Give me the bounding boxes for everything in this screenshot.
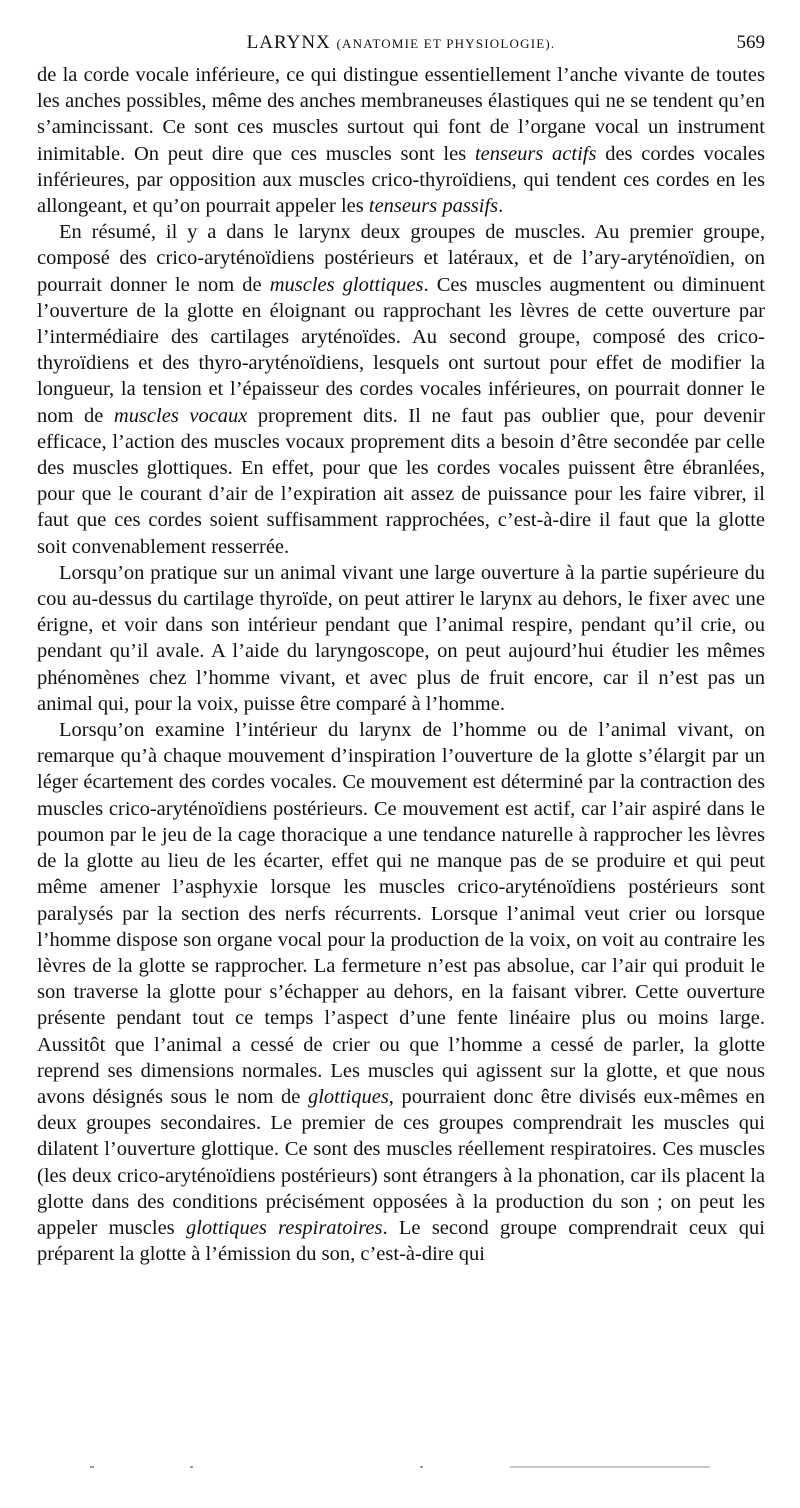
paragraph-1: de la corde vocale inférieure, ce qui distingue essentiellement l’anche vivante de toutes les anches possibles, même des anches membraneuses élastiques qui ne se tendent qu’en s’amincissant. Ce sont ces muscles surtout qui font de l’organe vocal un instrument inimitable. On peut dire que ces muscles sont les tenseurs actifs des cordes vocales inférieures, par opposition aux muscles crico-thyroïdiens, qui tendent ces cordes en les allongeant, et qu’on pourrait appeler les tenseurs passifs. — [37, 64, 765, 218]
emphasis-tenseurs-passifs: tenseurs passifs — [368, 195, 499, 218]
scan-speck — [190, 1466, 193, 1468]
scan-speck — [420, 1466, 423, 1468]
emphasis-muscles-glottiques: muscles glottiques — [269, 273, 424, 296]
paragraph-2: En résumé, il y a dans le larynx deux groupes de muscles. Au premier groupe, composé des crico-aryténoïdiens postérieurs et latéraux, et de l’ary-aryténoïdien, on pourrait donner le nom de muscles glottiques. Ces muscles augmentent ou diminuent l’ouverture de la glotte en éloignant ou rapprochant les lèvres de cette ouverture par l’intermédiaire des cartilages aryténoïdes. Au second groupe, composé des crico-thyroïdiens et des thyro-aryténoïdiens, lesquels ont surtout pour effet de modifier la longueur, la tension et l’épaisseur des cordes vocales inférieures, on pourrait donner le nom de muscles vocaux proprement dits. Il ne faut pas oublier que, pour devenir efficace, l’action des muscles vocaux proprement dits a besoin d’être secondée par celle des muscles glottiques. En effet, pour que les cordes vocales puissent être ébranlées, pour que le courant d’air de l’expiration ait assez de puissance pour les faire vibrer, il faut que ces cordes soient suffisamment rapprochées, c’est-à-dire il faut que la glotte soit convenablement resserrée. — [37, 221, 765, 558]
emphasis-glottiques: glottiques — [307, 1085, 389, 1108]
body-text — [37, 62, 765, 1267]
running-title-subtitle: (ANATOMIE ET PHYSIOLOGIE). — [336, 36, 556, 51]
paragraph-3: Lorsqu’on pratique sur un animal vivant une large ouverture à la partie supérieure du cou au-dessus du cartilage thyroïde, on peut attirer le larynx au dehors, le fixer avec une érigne, et voir dans son intérieur pendant que l’animal respire, pendant qu’il crie, ou pendant qu’il avale. A l’aide du laryngoscope, on peut aujourd’hui étudier les mêmes phénomènes chez l’homme vivant, et avec plus de fruit encore, car il n’est pas un animal qui, pour la voix, puisse être comparé à l’homme. — [37, 561, 765, 715]
emphasis-muscles-vocaux: muscles vocaux — [113, 404, 248, 427]
running-header — [37, 28, 765, 62]
scan-bleed-line — [510, 1466, 710, 1468]
paragraph-4: Lorsqu’on examine l’intérieur du larynx de l’homme ou de l’animal vivant, on remarque qu’à chaque mouvement d’inspiration l’ouverture de la glotte s’élargit par un léger écartement des cordes vocales. Ce mouvement est déterminé par la contraction des muscles crico-aryténoïdiens postérieurs. Ce mouvement est actif, car l’air aspiré dans le poumon par le jeu de la cage thoracique a une tendance naturelle à rapprocher les lèvres de la glotte au lieu de les écarter, effet qui ne manque pas de se produire et qui peut même amener l’asphyxie lorsque les muscles crico-aryténoïdiens postérieurs sont paralysés par la section des nerfs récurrents. Lorsque l’animal veut crier ou lorsque l’homme dispose son organe vocal pour la production de la voix, on voit au contraire les lèvres de la glotte se rapprocher. La fermeture n’est pas absolue, car l’air qui produit le son traverse la glotte pour s’échapper au dehors, en la faisant vibrer. Cette ouverture présente pendant tout ce temps l’aspect d’une fente linéaire plus ou moins large. Aussitôt que l’animal a cessé de crier ou que l’homme a cessé de parler, la glotte reprend ses dimensions normales. Les muscles qui agissent sur la glotte, et que nous avons désignés sous le nom de glottiques, pourraient donc être divisés eux-mêmes en deux groupes secondaires. Le premier de ces groupes comprendrait les muscles qui dilatent l’ouverture glottique. Ce sont des muscles réellement respiratoires. Ces muscles (les deux crico-aryténoïdiens postérieurs) sont étrangers à la phonation, car ils placent la glotte dans des conditions précisément opposées à la production du son ; on peut les appeler muscles glottiques respiratoires. Le second groupe comprendrait ceux qui préparent la glotte à l’émission du son, c’est-à-dire qui — [37, 719, 765, 1266]
scan-speck — [90, 1466, 94, 1468]
book-page — [37, 28, 765, 1267]
running-title-main: LARYNX — [246, 32, 331, 53]
running-title — [37, 32, 765, 54]
bleed-through-marks — [90, 1466, 730, 1472]
page-number: 569 — [736, 32, 765, 53]
emphasis-tenseurs-actifs: tenseurs actifs — [474, 142, 597, 165]
emphasis-glottiques-respiratoires: glottiques respiratoires — [185, 1216, 383, 1239]
